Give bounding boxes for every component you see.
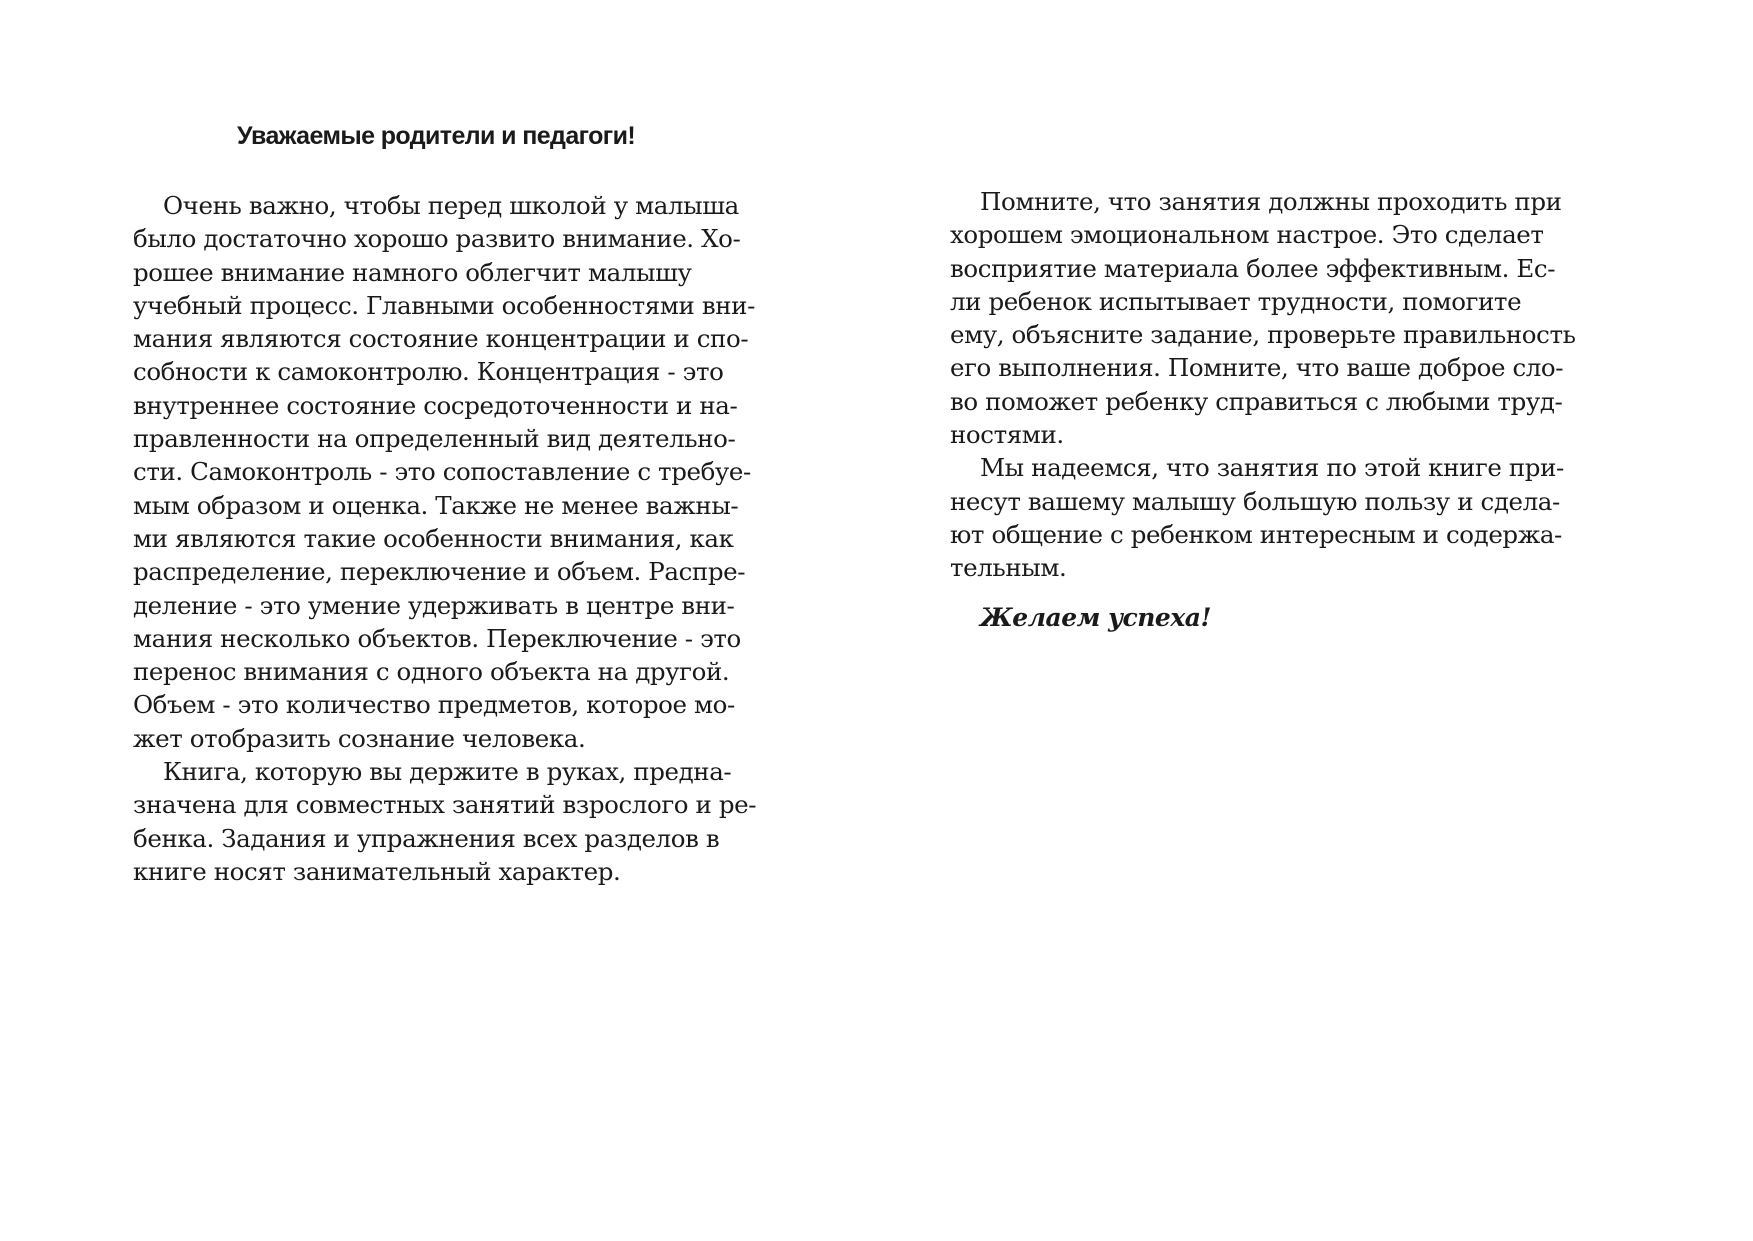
text-line: хорошем эмоциональном настрое. Это сделает: [950, 220, 1544, 250]
text-line: собности к самоконтролю. Концентрация - это: [133, 357, 724, 387]
page-heading: Уважаемые родители и педагоги!: [237, 122, 636, 150]
text-line: перенос внимания с одного объекта на другой.: [133, 657, 730, 687]
text-line: его выполнения. Помните, что ваше доброе сло-: [950, 353, 1564, 383]
text-line: во поможет ребенку справиться с любыми труд-: [950, 386, 1563, 416]
left-page: [0, 0, 876, 1241]
text-line: мания являются состояние концентрации и спо-: [133, 324, 749, 354]
text-line: рошее внимание намного облегчит малышу: [133, 257, 692, 287]
text-line: ми являются такие особенности внимания, как: [133, 523, 734, 553]
text-line: книге носят занимательный характер.: [133, 856, 621, 886]
text-line: было достаточно хорошо развито внимание. Хо-: [133, 224, 741, 254]
text-line: внутреннее состояние сосредоточенности и на-: [133, 390, 738, 420]
text-line: ли ребенок испытывает трудности, помогите: [950, 286, 1522, 316]
text-line: Мы надеемся, что занятия по этой книге при-: [980, 453, 1564, 483]
left-body-text: [133, 189, 813, 888]
text-line: сти. Самоконтроль - это сопоставление с требуе-: [133, 457, 751, 487]
text-line: учебный процесс. Главными особенностями вни-: [133, 290, 755, 320]
text-line: Помните, что занятия должны проходить при: [980, 187, 1562, 216]
text-line: мым образом и оценка. Также не менее важны-: [133, 490, 739, 520]
right-page: [876, 0, 1753, 1241]
text-line: несут вашему малышу большую пользу и сдела-: [950, 486, 1560, 516]
text-line: правленности на определенный вид деятельно-: [133, 424, 736, 454]
text-line: ему, объясните задание, проверьте правильность: [950, 320, 1576, 350]
text-line: восприятие материала более эффективным. Ес-: [950, 253, 1556, 283]
text-line: ют общение с ребенком интересным и содержа-: [950, 519, 1562, 549]
text-line: бенка. Задания и упражнения всех разделов в: [133, 823, 720, 853]
text-line: Объем - это количество предметов, которое мо-: [133, 690, 735, 720]
text-line: ностями.: [950, 420, 1064, 450]
text-line: Книга, которую вы держите в руках, предна-: [163, 757, 732, 787]
text-line: значена для совместных занятий взрослого и ре-: [133, 790, 757, 820]
text-line: Очень важно, чтобы перед школой у малыша: [163, 191, 739, 220]
closing-wish: Желаем успеха!: [980, 603, 1211, 632]
text-line: распределение, переключение и объем. Распре-: [133, 557, 746, 587]
text-line: деление - это умение удерживать в центре вни-: [133, 590, 735, 620]
right-body-text: [950, 185, 1670, 585]
text-line: жет отобразить сознание человека.: [133, 723, 586, 753]
text-line: мания несколько объектов. Переключение - это: [133, 623, 741, 653]
text-line: тельным.: [950, 553, 1067, 583]
